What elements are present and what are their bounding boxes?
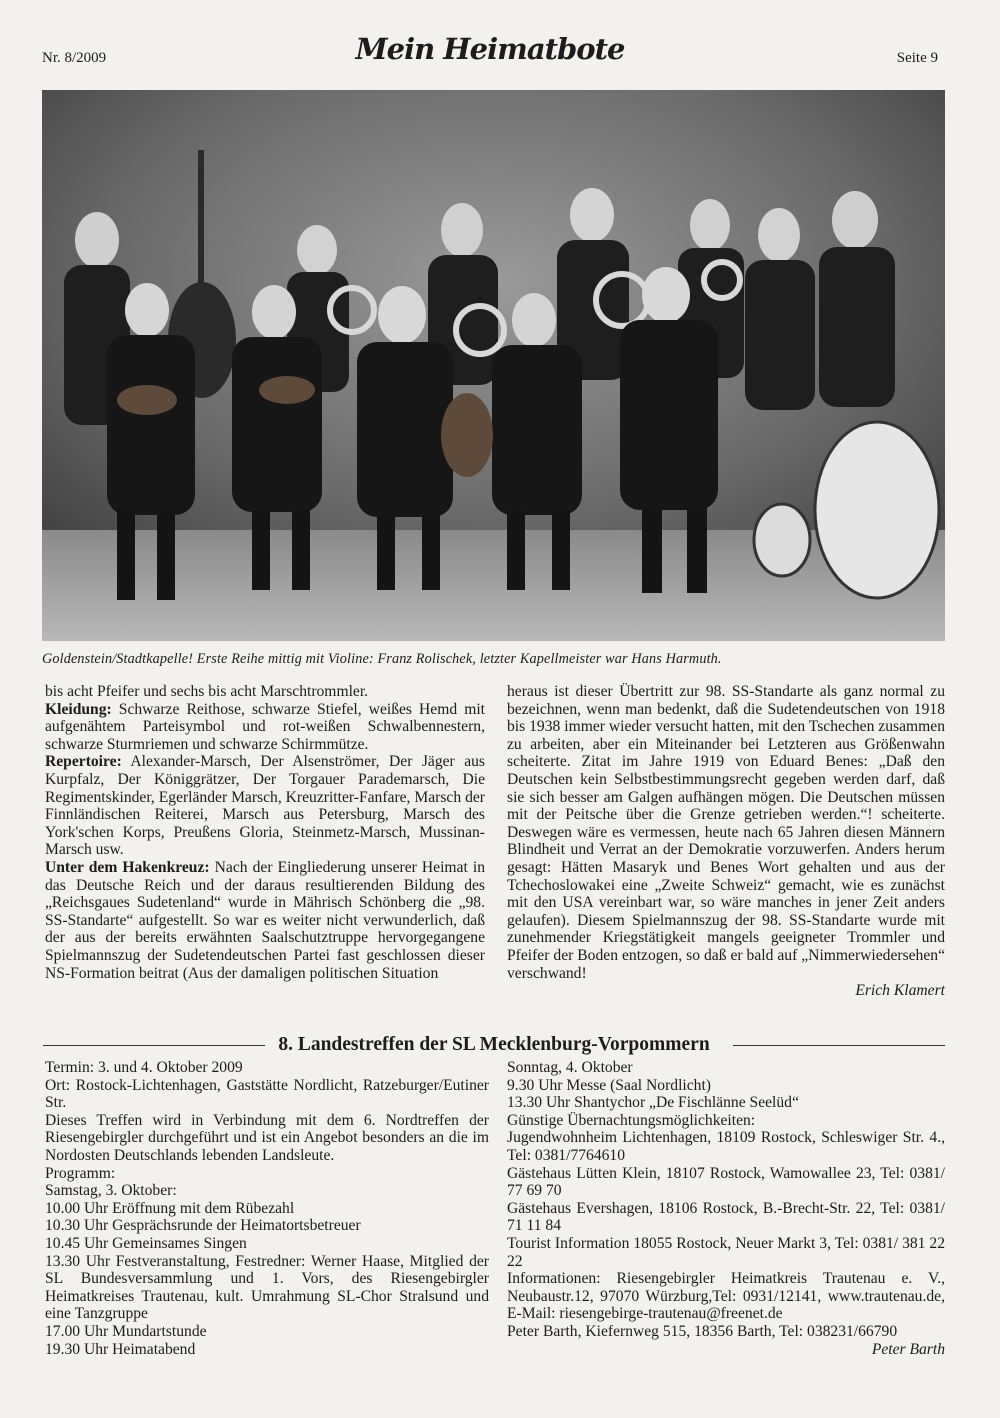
event-line: 19.30 Uhr Heimatabend <box>45 1340 196 1358</box>
hakenkreuz-label: Unter dem Hakenkreuz: <box>45 858 210 876</box>
event-line: 10.45 Uhr Gemeinsames Singen <box>45 1234 247 1252</box>
band-photo-illustration <box>42 90 945 641</box>
hakenkreuz-text: Nach der Eingliederung unserer Heimat in das Deutsche Reich und der daraus resultierenden Bildung des „Reichsgaues Sudetenland“ wurde in Mährisch Schönberg die „98. SS-Standarte“ aufgestellt. So war es weiter nicht verwunderlich, daß der aus der bereits erwähnten Saalschutztruppe hervorgegangene Spielmannszug der Sudetendeutschen Partei fast geschlossen dieser NS-Formation beitrat (Aus der damaligen politischen Situation <box>45 858 485 982</box>
masthead-logo: Mein Heimatbote <box>355 32 625 66</box>
repertoire-text: Alexander-Marsch, Der Alsenströmer, Der Jäger aus Kurpfalz, Der Königgrätzer, Der Torgauer Parademarsch, Die Regimentskinder, Egerländer Marsch, Kreuzritter-Fanfare, Marsch der Finnländischen Reiterei, Marsch aus Petersburg, Marsch des York'schen Korps, Preußens Gloria, Steinmetz-Marsch, Mussinan-Marsch usw. <box>45 753 485 859</box>
event-line: Sonntag, 4. Oktober <box>507 1059 633 1076</box>
event-author: Peter Barth <box>871 1340 945 1358</box>
event-left-column <box>45 1059 489 1358</box>
event-line: Dieses Treffen wird in Verbindung mit dem 6. Nordtreffen der Riesengebirgler durchgeführt und ist ein Angebot besonders an die im Nordosten Deutschlands lebenden Landsleute. <box>45 1111 489 1164</box>
event-line: 13.30 Uhr Shantychor „De Fischlänne Seelüd“ <box>507 1094 799 1112</box>
article-paragraph: bis acht Pfeifer und sechs bis acht Marschtrommler. <box>45 683 369 700</box>
event-line: Gästehaus Evershagen, 18106 Rostock, B.-Brecht-Str. 22, Tel: 0381/ 71 11 84 <box>507 1199 945 1235</box>
event-line: 17.00 Uhr Mundartstunde <box>45 1322 207 1340</box>
article-right-column <box>507 683 945 1000</box>
event-title: 8. Landestreffen der SL Mecklenburg-Vorpommern <box>278 1034 710 1055</box>
event-line: Peter Barth, Kiefernweg 515, 18356 Barth, Tel: 038231/66790 <box>507 1322 898 1340</box>
hakenkreuz-paragraph <box>45 859 485 982</box>
article-author: Erich Klamert <box>855 982 945 1000</box>
event-section-heading <box>43 1036 945 1056</box>
event-line: Gästehaus Lütten Klein, 18107 Rostock, Wamowallee 23, Tel: 0381/ 77 69 70 <box>507 1164 945 1200</box>
event-line: 9.30 Uhr Messe (Saal Nordlicht) <box>507 1076 711 1094</box>
event-line: Ort: Rostock-Lichtenhagen, Gaststätte Nordlicht, Ratzeburger/Eutiner Str. <box>45 1076 489 1112</box>
page-number: Seite 9 <box>896 50 938 66</box>
band-photo <box>42 90 945 641</box>
repertoire-label: Repertoire: <box>45 753 122 771</box>
event-line: 13.30 Uhr Festveranstaltung, Festredner: Werner Haase, Mitglied der SL Bundesversammlung und 1. Vors, des Riesengebirgler Heimatkreises Trautenau, kult. Umrahmung SL-Chor Stralsund und eine Tanzgruppe <box>45 1252 489 1323</box>
heading-rule-right <box>733 1045 945 1046</box>
event-line: Termin: 3. und 4. Oktober 2009 <box>45 1059 243 1076</box>
page-header <box>42 32 938 76</box>
kleidung-label: Kleidung: <box>45 700 112 718</box>
event-line: Programm: <box>45 1164 116 1182</box>
event-line: Samstag, 3. Oktober: <box>45 1182 177 1200</box>
event-line: Tourist Information 18055 Rostock, Neuer Markt 3, Tel: 0381/ 381 22 22 <box>507 1234 945 1270</box>
article-continuation: heraus ist dieser Übertritt zur 98. SS-Standarte als ganz normal zu bezeichnen, wenn man bedenkt, daß die Sudetendeutschen von 1918 bis 1938 immer wieder versucht hatten, mit den Tschechen zusammen zu arbeiten, aber ein Miteinander bei Letzteren aus Größenwahn scheiterte. Zitat im Jahre 1919 von Eduard Benes: „Daß den Deutschen kein Selbstbestimmungsrecht gegeben werden darf, daß sie sich besser am Galgen aufhängen mögen. Die Deutschen müssen mit der Peitsche über die Grenze getrieben werden.“! scheiterte. Deswegen wäre es vermessen, heute nach 65 Jahren diesen Männern Blindheit und Verrat an der Demokratie vorzuwerfen. Anders herum gesagt: Hätten Masaryk und Benes Wort gehalten und aus der Tchechoslowakei eine „Zweite Schweiz“ gemacht, wie es zunächst mit den USA vereinbart war, so wäre manches in jener Zeit anders gelaufen). Diesem Spielmannszug der 98. SS-Standarte wurde mit zunehmender Kriegstätigkeit mangels geeigneter Trommler und Pfeifer der Boden entzogen, so daß er bald auf „Nimmerwiedersehen“ verschwand! <box>507 683 945 982</box>
event-line: 10.00 Uhr Eröffnung mit dem Rübezahl <box>45 1199 295 1217</box>
kleidung-text: Schwarze Reithose, schwarze Stiefel, weißes Hemd mit aufgenähtem Parteisymbol und rot-weißen Schwalbennestern, schwarze Sturmriemen und schwarze Schirmmütze. <box>45 700 485 753</box>
event-line: Günstige Übernachtungsmöglichkeiten: <box>507 1111 756 1129</box>
article-left-column <box>45 683 485 982</box>
kleidung-paragraph <box>45 701 485 754</box>
photo-caption: Goldenstein/Stadtkapelle! Erste Reihe mittig mit Violine: Franz Rolischek, letzter Kapellmeister war Hans Harmuth. <box>42 651 722 667</box>
issue-number: Nr. 8/2009 <box>42 50 107 66</box>
event-line: 10.30 Uhr Gesprächsrunde der Heimatortsbetreuer <box>45 1217 361 1235</box>
event-line: Informationen: Riesengebirgler Heimatkreis Trautenau e. V., Neubaustr.12, 97070 Würzburg,Tel: 0931/12141, www.trautenau.de, E-Mail: riesengebirge-trautenau@freenet.de <box>507 1270 945 1323</box>
event-line: Jugendwohnheim Lichtenhagen, 18109 Rostock, Schleswiger Str. 4., Tel: 0381/7764610 <box>507 1129 945 1164</box>
repertoire-paragraph <box>45 753 485 859</box>
event-right-column <box>507 1059 945 1358</box>
